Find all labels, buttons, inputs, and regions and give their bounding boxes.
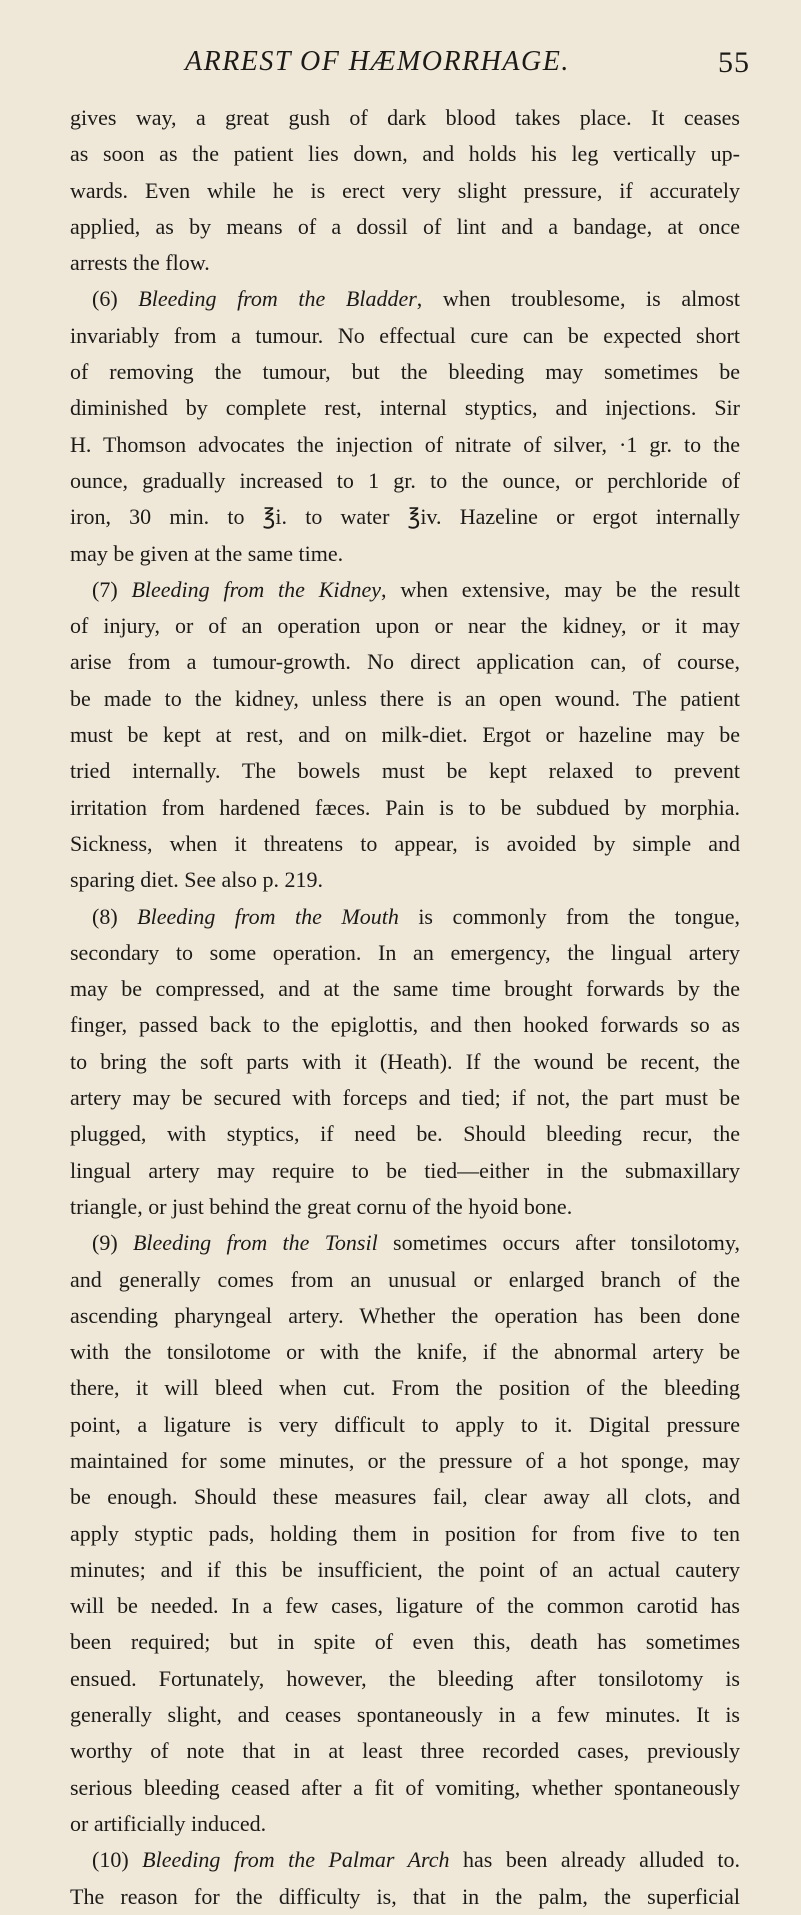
line-text: of injury, or of an operation upon or near the kidney, or it may (70, 613, 740, 639)
line-text: artery may be secured with forceps and tied; if not, the part must be (70, 1085, 740, 1111)
text-line (70, 790, 740, 826)
paragraph-heading-line (70, 281, 740, 317)
text-line (70, 1044, 740, 1080)
text-line (70, 935, 740, 971)
line-text: apply styptic pads, holding them in position for from five to ten (70, 1520, 740, 1546)
line-text: The reason for the difficulty is, that in the palm, the superficial (70, 1883, 740, 1909)
line-text: worthy of note that in at least three recorded cases, previously (70, 1738, 740, 1764)
text-line (70, 1153, 740, 1189)
line-text: H. Thomson advocates the injection of nitrate of silver, ·1 gr. to the (70, 431, 740, 457)
line-text: when extensive, may be the result (400, 576, 740, 602)
text-line (70, 427, 740, 463)
line-text: or artificially induced. (70, 1810, 267, 1836)
line-text: must be kept at rest, and on milk-diet. Ergot or hazeline may be (70, 722, 740, 748)
line-text: arrests the flow. (70, 250, 210, 276)
line-text: ensued. Fortunately, however, the bleeding after tonsilotomy is (70, 1665, 740, 1691)
line-text: been required; but in spite of even this, death has sometimes (70, 1629, 740, 1655)
text-line (70, 717, 740, 753)
line-text: gives way, a great gush of dark blood takes place. It ceases (70, 105, 740, 130)
line-text: with the tonsilotome or with the knife, if the abnormal artery be (70, 1339, 740, 1365)
text-line (70, 173, 740, 209)
paragraph-number: (8) (92, 903, 138, 929)
line-text: as soon as the patient lies down, and holds his leg vertically up- (70, 141, 740, 167)
section-heading: Bleeding from the Kidney (131, 576, 382, 602)
heading-separator (450, 1847, 464, 1872)
line-text: point, a ligature is very difficult to apply to it. Digital pressure (70, 1411, 740, 1437)
text-line (70, 318, 740, 354)
line-text: irritation from hardened fæces. Pain is to be subdued by morphia. (70, 794, 740, 820)
text-line (70, 1080, 740, 1116)
line-text: minutes; and if this be insufficient, the point of an actual cautery (70, 1556, 740, 1582)
heading-separator (399, 904, 418, 929)
paragraph-number: (10) (92, 1847, 143, 1873)
text-line (70, 1624, 740, 1660)
text-line (70, 1189, 740, 1225)
text-line (70, 100, 740, 136)
text-line (70, 136, 740, 172)
line-text: and generally comes from an unusual or enlarged branch of the (70, 1266, 740, 1292)
text-line (70, 1733, 740, 1769)
text-line (70, 1516, 740, 1552)
line-text: lingual artery may require to be tied—either in the submaxillary (70, 1157, 740, 1183)
text-line (70, 1552, 740, 1588)
line-text: there, it will bleed when cut. From the position of the bleeding (70, 1375, 740, 1401)
heading-separator (378, 1230, 393, 1255)
text-line (70, 753, 740, 789)
text-line (70, 1588, 740, 1624)
text-line (70, 463, 740, 499)
text-line (70, 1697, 740, 1733)
line-text: may be compressed, and at the same time brought forwards by the (70, 976, 740, 1002)
line-text: be enough. Should these measures fail, clear away all clots, and (70, 1484, 740, 1510)
line-text: maintained for some minutes, or the pressure of a hot sponge, may (70, 1447, 740, 1473)
text-line (70, 862, 740, 898)
text-line (70, 499, 740, 535)
paragraph-heading-line (70, 899, 740, 935)
text-line (70, 1661, 740, 1697)
text-line (70, 1007, 740, 1043)
line-text: sometimes occurs after tonsilotomy, (393, 1230, 740, 1256)
text-line (70, 245, 740, 281)
line-text: sparing diet. See also p. 219. (70, 867, 323, 893)
text-line (70, 826, 740, 862)
line-text: be made to the kidney, unless there is an open wound. The patient (70, 685, 740, 711)
text-line (70, 209, 740, 245)
line-text: finger, passed back to the epiglottis, and then hooked forwards so as (70, 1012, 740, 1038)
text-line (70, 971, 740, 1007)
body-text (70, 100, 740, 1915)
text-line (70, 1334, 740, 1370)
line-text: wards. Even while he is erect very slight pressure, if accurately (70, 177, 740, 203)
text-line (70, 354, 740, 390)
paragraph-number: (6) (92, 286, 139, 312)
line-text: arise from a tumour-growth. No direct application can, of course, (70, 649, 740, 675)
text-line (70, 1443, 740, 1479)
paragraph-number: (9) (92, 1230, 133, 1256)
paragraph-heading-line (70, 1842, 740, 1878)
running-title: ARREST OF HÆMORRHAGE. (185, 46, 570, 77)
line-text: has been already alluded to. (463, 1847, 740, 1873)
line-text: may be given at the same time. (70, 540, 344, 566)
heading-separator: , (416, 286, 443, 312)
text-line (70, 1770, 740, 1806)
text-line (70, 644, 740, 680)
line-text: when troublesome, is almost (442, 286, 740, 312)
line-text: tried internally. The bowels must be kept relaxed to prevent (70, 758, 740, 784)
line-text: of removing the tumour, but the bleeding may sometimes be (70, 359, 740, 385)
line-text: invariably from a tumour. No effectual cure can be expected short (70, 322, 740, 348)
line-text: triangle, or just behind the great cornu of the hyoid bone. (70, 1193, 573, 1219)
line-text: iron, 30 min. to ℥i. to water ℥iv. Hazeline or ergot internally (70, 504, 740, 530)
line-text: serious bleeding ceased after a fit of vomiting, whether spontaneously (70, 1774, 740, 1800)
text-line (70, 536, 740, 572)
line-text: ascending pharyngeal artery. Whether the operation has been done (70, 1302, 740, 1328)
paragraph-heading-line (70, 1225, 740, 1261)
line-text: generally slight, and ceases spontaneously in a few minutes. It is (70, 1702, 740, 1728)
text-line (70, 681, 740, 717)
line-text: to bring the soft parts with it (Heath). If the wound be recent, the (70, 1048, 740, 1074)
section-heading: Bleeding from the Tonsil (132, 1230, 378, 1256)
text-line (70, 1479, 740, 1515)
text-line (70, 1298, 740, 1334)
running-head (0, 46, 801, 86)
text-line (70, 1262, 740, 1298)
line-text: Sickness, when it threatens to appear, is avoided by simple and (70, 830, 740, 856)
text-line (70, 1407, 740, 1443)
text-line (70, 608, 740, 644)
line-text: plugged, with styptics, if need be. Should bleeding recur, the (70, 1121, 740, 1147)
page-number: 55 (718, 46, 750, 79)
text-line (70, 1879, 740, 1915)
section-heading: Bleeding from the Bladder (138, 286, 417, 312)
text-line (70, 1116, 740, 1152)
line-text: will be needed. In a few cases, ligature of the common carotid has (70, 1593, 740, 1619)
line-text: ounce, gradually increased to 1 gr. to the ounce, or perchloride of (70, 467, 740, 493)
line-text: diminished by complete rest, internal styptics, and injections. Sir (70, 395, 740, 421)
paragraph-number: (7) (92, 576, 132, 602)
line-text: secondary to some operation. In an emergency, the lingual artery (70, 939, 740, 965)
text-line (70, 390, 740, 426)
text-line (70, 1806, 740, 1842)
paragraph-heading-line (70, 572, 740, 608)
section-heading: Bleeding from the Mouth (137, 903, 399, 929)
line-text: applied, as by means of a dossil of lint and a bandage, at once (70, 213, 740, 239)
line-text: is commonly from the tongue, (418, 903, 740, 929)
heading-separator: , (381, 576, 401, 602)
section-heading: Bleeding from the Palmar Arch (142, 1847, 450, 1873)
